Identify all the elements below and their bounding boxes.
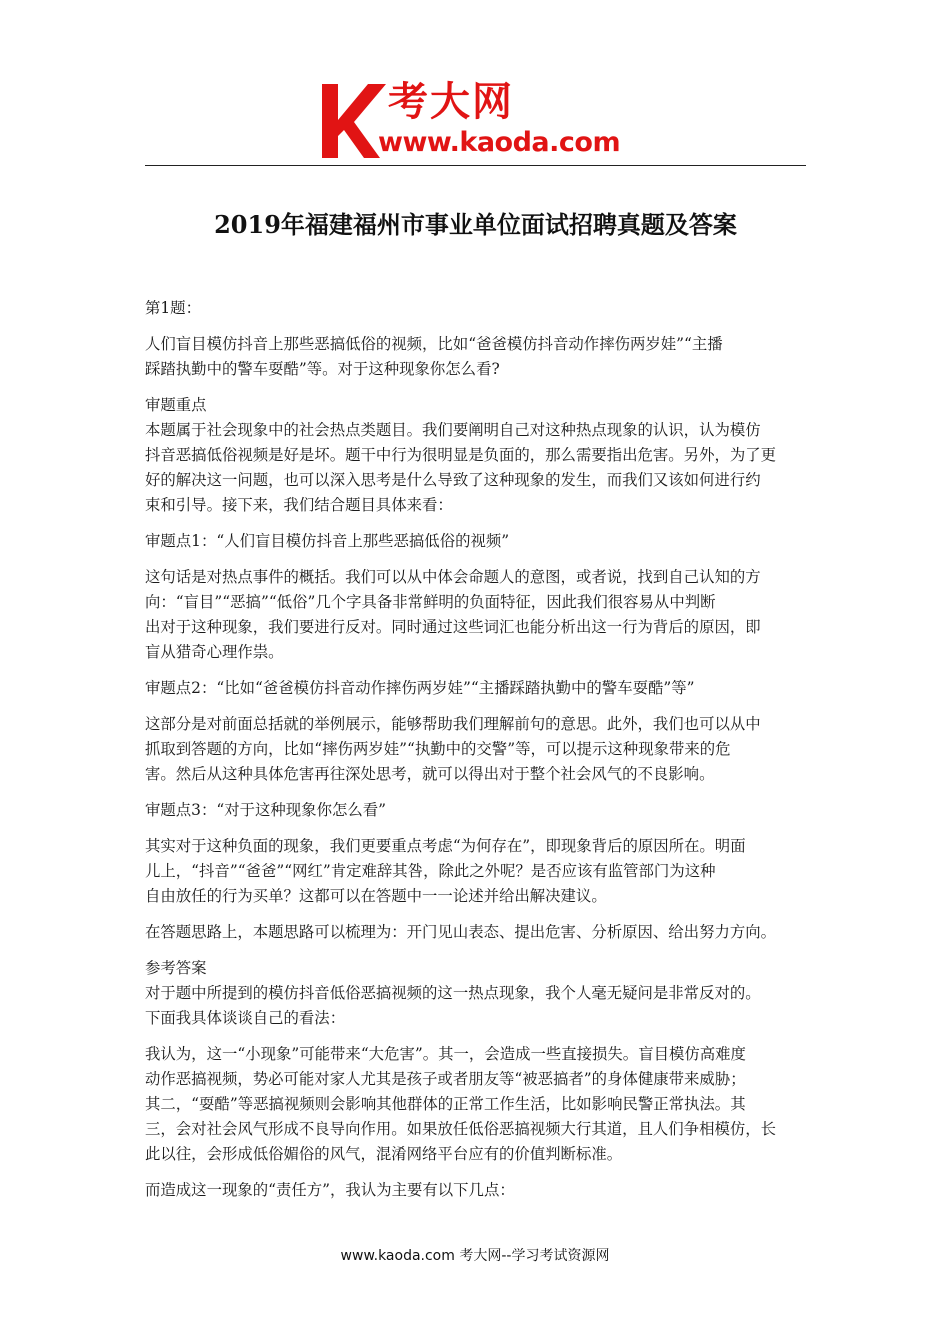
paragraph-line: 自由放任的行为买单？这都可以在答题中一一论述并给出解决建议。 (145, 887, 607, 905)
paragraph-line: 本题属于社会现象中的社会热点类题目。我们要阐明自己对这种热点现象的认识，认为模仿 (145, 421, 761, 439)
header-divider (145, 165, 806, 166)
paragraph-line: 束和引导。接下来，我们结合题目具体来看： (145, 496, 453, 514)
paragraph-line: 此以往，会形成低俗媚俗的风气，混淆网络平台应有的价值判断标准。 (145, 1145, 623, 1163)
paragraph-line: 儿上，“抖音”“爸爸”“网红”肯定难辞其咎，除此之外呢？是否应该有监管部门为这种 (145, 862, 716, 880)
paragraph-line: 害。然后从这种具体危害再往深处思考，就可以得出对于整个社会风气的不良影响。 (145, 765, 715, 783)
paragraph-line: 对于题中所提到的模仿抖音低俗恶搞视频的这一热点现象，我个人毫无疑问是非常反对的。 (145, 984, 761, 1002)
paragraph-line: 其二，“耍酷”等恶搞视频则会影响其他群体的正常工作生活，比如影响民警正常执法。其 (145, 1095, 746, 1113)
section-heading: 参考答案 (145, 959, 207, 977)
paragraph-line: 在答题思路上，本题思路可以梳理为：开门见山表态、提出危害、分析原因、给出努力方向。 (145, 923, 777, 941)
logo-url-text: www.kaoda.com (378, 127, 621, 158)
question-text-line: 人们盲目模仿抖音上那些恶搞低俗的视频，比如“爸爸模仿抖音动作摔伤两岁娃”“主播 (145, 335, 723, 353)
paragraph-line: 抓取到答题的方向，比如“摔伤两岁娃”“执勤中的交警”等，可以提示这种现象带来的危 (145, 740, 731, 758)
paragraph-line: 这句话是对热点事件的概括。我们可以从中体会命题人的意图，或者说，找到自己认知的方 (145, 568, 761, 586)
question-label: 第1题： (145, 299, 201, 317)
paragraph-line: 我认为，这一“小现象”可能带来“大危害”。其一，会造成一些直接损失。盲目模仿高难度 (145, 1045, 746, 1063)
paragraph-line: 向：“盲目”“恶搞”“低俗”几个字具备非常鲜明的负面特征，因此我们很容易从中判断 (145, 593, 716, 611)
paragraph-line: 好的解决这一问题，也可以深入思考是什么导致了这种现象的发生，而我们又该如何进行约 (145, 471, 761, 489)
question-text-line: 踩踏执勤中的警车耍酷”等。对于这种现象你怎么看? (145, 360, 500, 378)
review-point-heading: 审题点3：“对于这种现象你怎么看” (145, 801, 386, 819)
paragraph-line: 下面我具体谈谈自己的看法： (145, 1009, 346, 1027)
paragraph-line: 出对于这种现象，我们要进行反对。同时通过这些词汇也能分析出这一行为背后的原因，即 (145, 618, 761, 636)
document-body (145, 296, 809, 1203)
section-heading: 审题重点 (145, 396, 207, 414)
paragraph-line: 这部分是对前面总括就的举例展示，能够帮助我们理解前句的意思。此外，我们也可以从中 (145, 715, 761, 733)
paragraph-line: 盲从猎奇心理作祟。 (145, 643, 284, 661)
review-point-heading: 审题点2：“比如“爸爸模仿抖音动作摔伤两岁娃”“主播踩踏执勤中的警车耍酷”等” (145, 679, 695, 697)
site-logo[interactable] (318, 78, 638, 160)
logo-chinese-text: 考大网 (388, 79, 514, 125)
paragraph-line: 而造成这一现象的“责任方”，我认为主要有以下几点： (145, 1181, 515, 1199)
paragraph-line: 抖音恶搞低俗视频是好是坏。题干中行为很明显是负面的，那么需要指出危害。另外，为了更 (145, 446, 777, 464)
paragraph-line: 其实对于这种负面的现象，我们更要重点考虑“为何存在”，即现象背后的原因所在。明面 (145, 837, 746, 855)
review-point-heading: 审题点1：“人们盲目模仿抖音上那些恶搞低俗的视频” (145, 532, 510, 550)
page-footer: www.kaoda.com 考大网--学习考试资源网 (340, 1248, 610, 1264)
paragraph-line: 三，会对社会风气形成不良导向作用。如果放任低俗恶搞视频大行其道，且人们争相模仿，长 (145, 1120, 777, 1138)
page-title: 2019年福建福州市事业单位面试招聘真题及答案 (214, 210, 737, 239)
paragraph-line: 动作恶搞视频，势必可能对家人尤其是孩子或者朋友等“被恶搞者”的身体健康带来威胁； (145, 1070, 746, 1088)
